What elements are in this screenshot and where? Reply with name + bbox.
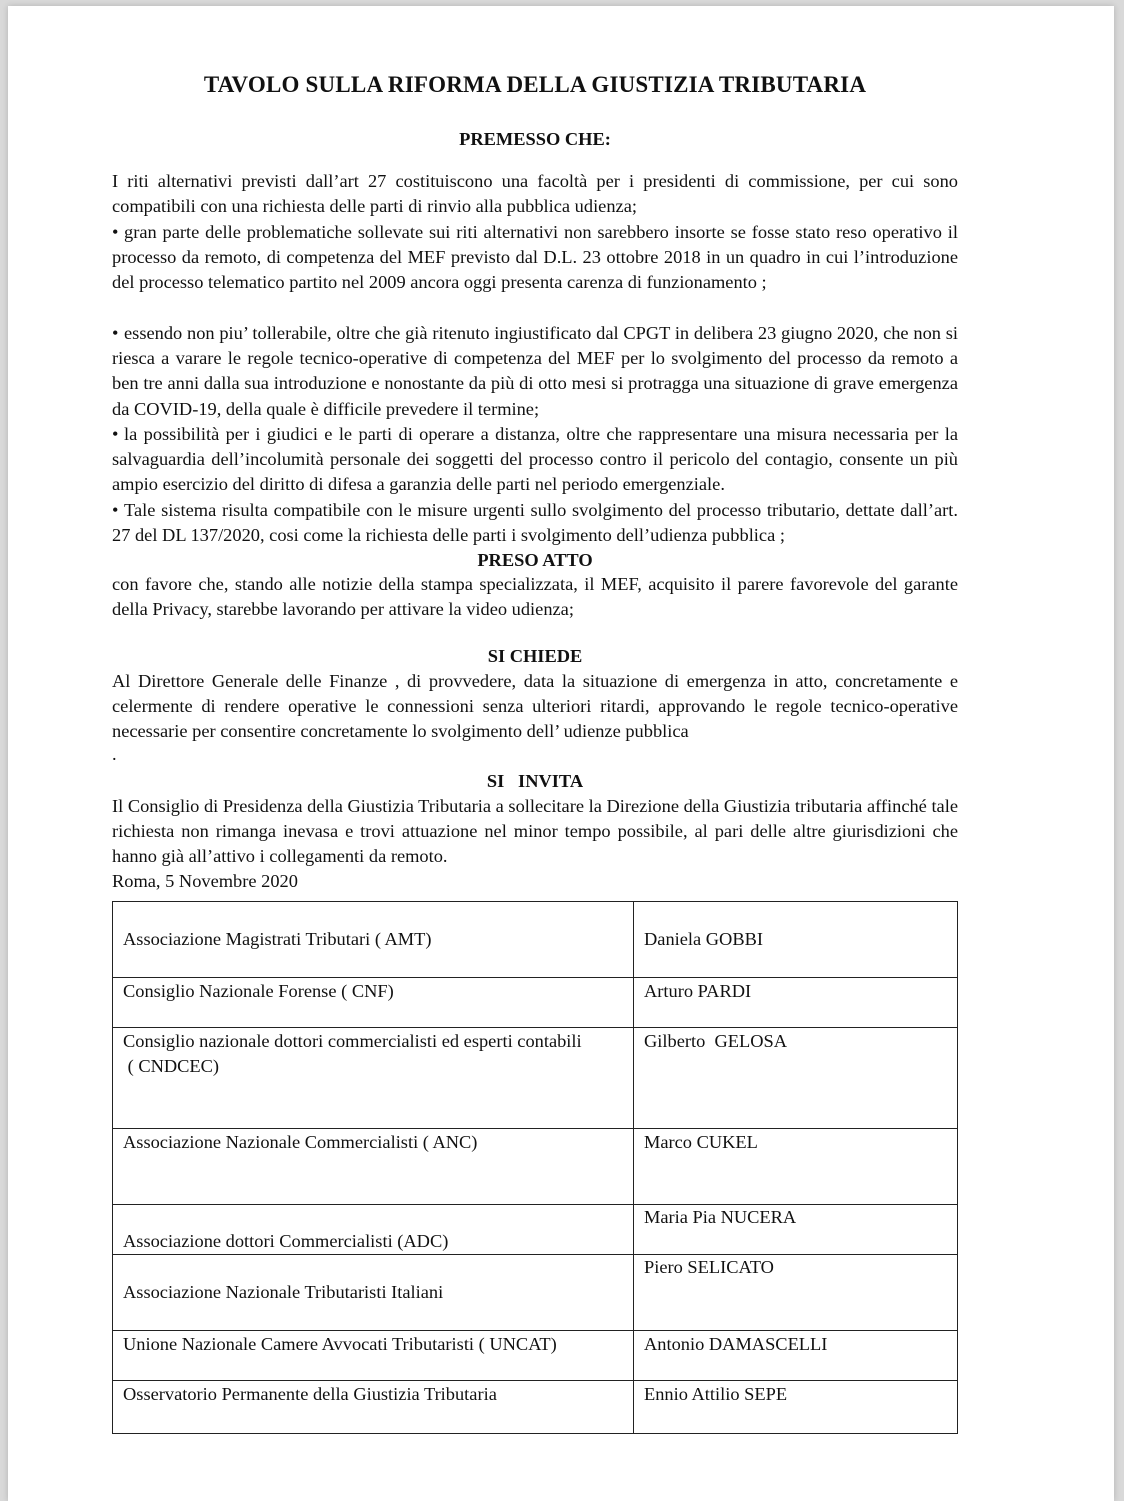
bullet-item-1: • gran parte delle problematiche sollevate sui riti alternativi non sarebbero insorte se fosse stato reso operativo il processo da remoto, di competenza del MEF previsto dal D.L. 23 ottobre 2018 in un quadro in cui l’introduzione del processo telematico partito nel 2009 ancora oggi presenta carenza di funzionamento ;	[112, 222, 958, 293]
signatory-name-cell: Ennio Attilio SEPE	[634, 1381, 958, 1434]
premesso-intro: I riti alternativi previsti dall’art 27 costituiscono una facoltà per i presidenti di commissione, per cui sono compatibili con una richiesta delle parti di rinvio alla pubblica udienza;	[112, 171, 958, 217]
bullet-item-4: • Tale sistema risulta compatibile con le misure urgenti sullo svolgimento del processo tributario, dettate dall’art. 27 del DL 137/2020, cosi come la richiesta delle parti i svolgimento dell’udienza pubblica ;	[112, 500, 958, 546]
organization-cell: Associazione Nazionale Commercialisti ( ANC)	[113, 1129, 634, 1205]
si-chiede-dot: .	[112, 744, 117, 764]
organization-cell: Consiglio Nazionale Forense ( CNF)	[113, 978, 634, 1028]
table-row	[113, 1205, 958, 1255]
bullet-item-3: • la possibilità per i giudici e le parti di operare a distanza, oltre che rappresentare una misura necessaria per la salvaguardia dell’incolumità personale dei soggetti del processo contro il pericolo del contagio, consente un più ampio esercizio del diritto di difesa a garanzia delle parti nel periodo emergenziale.	[112, 424, 958, 495]
bullet-item-2: • essendo non piu’ tollerabile, oltre che già ritenuto ingiustificato dal CPGT in delibera 23 giugno 2020, che non si riesca a varare le regole tecnico-operative di competenza del MEF per lo svolgimento del processo da remoto a ben tre anni dalla sua introduzione e nonostante da più di otto mesi si protragga una situazione di grave emergenza da COVID-19, della quale è difficile prevedere il termine;	[112, 323, 958, 419]
signatory-name-cell: Maria Pia NUCERA	[634, 1205, 958, 1255]
si-chiede-heading: SI CHIEDE	[487, 646, 583, 666]
signatory-name-cell: Gilberto GELOSA	[634, 1028, 958, 1129]
document-page	[8, 6, 1114, 1501]
organization-cell: Unione Nazionale Camere Avvocati Tributaristi ( UNCAT)	[113, 1331, 634, 1381]
organization-line: Consiglio nazionale dottori commercialisti ed esperti contabili	[123, 1031, 582, 1051]
place-date: Roma, 5 Novembre 2020	[112, 871, 298, 891]
organization-cell: Associazione Nazionale Tributaristi Italiani	[113, 1255, 634, 1331]
signatory-name-cell: Arturo PARDI	[634, 978, 958, 1028]
si-chiede-text: Al Direttore Generale delle Finanze , di provvedere, data la situazione di emergenza in atto, concretamente e celermente di rendere operative le connessioni senza ulteriori ritardi, approvando le regole tecnico-operative necessarie per consentire concretamente lo svolgimento dell’ udienze pubblica	[112, 671, 958, 742]
premesso-heading: PREMESSO CHE:	[459, 129, 611, 149]
preso-atto-heading: PRESO ATTO	[477, 550, 593, 570]
signatory-name-cell: Piero SELICATO	[634, 1255, 958, 1331]
organization-cell: Osservatorio Permanente della Giustizia Tributaria	[113, 1381, 634, 1434]
document-title: TAVOLO SULLA RIFORMA DELLA GIUSTIZIA TRIBUTARIA	[203, 72, 867, 97]
table-row	[113, 1255, 958, 1331]
signatories-table	[112, 901, 958, 1434]
si-invita-heading: SI INVITA	[486, 771, 584, 791]
table-row	[113, 978, 958, 1028]
bullet-icon: •	[112, 500, 119, 520]
bullet-icon: •	[112, 424, 119, 444]
table-row	[113, 902, 958, 978]
table-row	[113, 1129, 958, 1205]
bullet-icon: •	[112, 222, 119, 242]
table-row	[113, 1331, 958, 1381]
table-row	[113, 1028, 958, 1129]
signatory-name-cell: Antonio DAMASCELLI	[634, 1331, 958, 1381]
signatory-name-cell: Marco CUKEL	[634, 1129, 958, 1205]
organization-cell	[113, 1028, 634, 1129]
si-invita-text: Il Consiglio di Presidenza della Giustizia Tributaria a sollecitare la Direzione della Giustizia tributaria affinché tale richiesta non rimanga inevasa e trovi attuazione nel minor tempo possibile, al pari delle altre giurisdizioni che hanno già all’attivo i collegamenti da remoto.	[112, 796, 958, 867]
table-row	[113, 1381, 958, 1434]
bullet-icon: •	[112, 323, 119, 343]
organization-line: ( CNDCEC)	[123, 1056, 220, 1076]
signatory-name-cell: Daniela GOBBI	[634, 902, 958, 978]
organization-cell: Associazione Magistrati Tributari ( AMT)	[113, 902, 634, 978]
organization-cell: Associazione dottori Commercialisti (ADC)	[113, 1205, 634, 1255]
preso-atto-text: con favore che, stando alle notizie della stampa specializzata, il MEF, acquisito il parere favorevole del garante della Privacy, starebbe lavorando per attivare la video udienza;	[112, 574, 958, 620]
